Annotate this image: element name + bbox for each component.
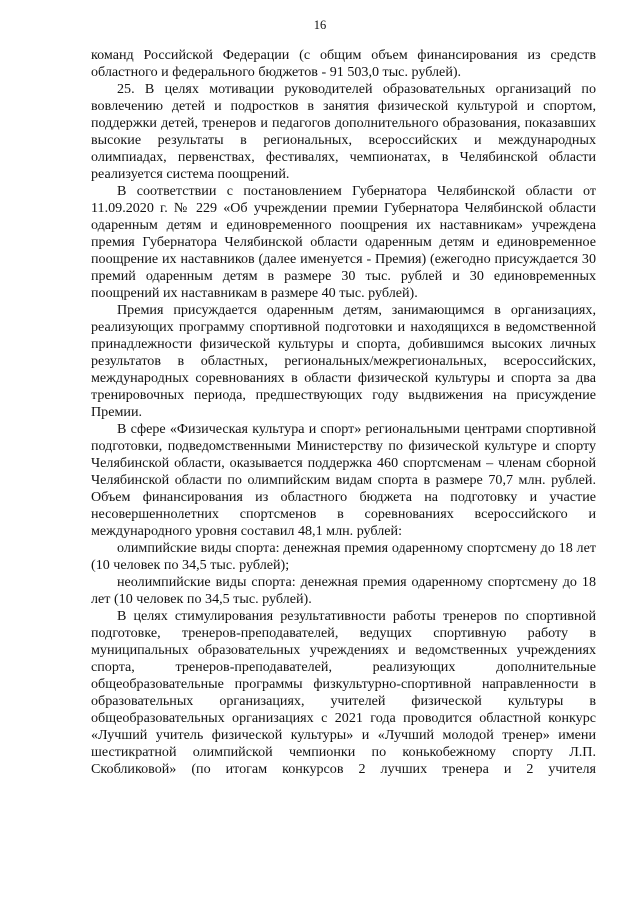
- paragraph-item-25: 25. В целях мотивации руководителей образовательных организаций по вовлечению детей и подростков в занятия физической культурой и спортом, поддержки детей, тренеров и педагогов дополнительного образования, показавших высокие результаты в региональных, всероссийских и международных олимпиадах, первенствах, фестивалях, чемпионатах, в Челябинской области реализуется система поощрений.: [91, 81, 596, 182]
- paragraph-olympic-sports: олимпийские виды спорта: денежная премия одаренному спортсмену до 18 лет (10 человек по 34,5 тыс. рублей);: [91, 540, 596, 573]
- paragraph-coach-contest: В целях стимулирования результативности работы тренеров по спортивной подготовке, тренеров-преподавателей, ведущих спортивную работу в муниципальных образовательных учреждениях и ведомственных учреждениях спорта, тренеров-преподавателей, реализующих дополнительные общеобразовательные программы физкультурно-спортивной направленности в образовательных организациях, учителей физической культуры в общеобразовательных организациях с 2021 года проводится областной конкурс «Лучший учитель физической культуры» и «Лучший молодой тренер» имени шестикратной олимпийской чемпионки по конькобежному спорту Л.П. Скобликовой» (по итогам конкурсов 2 лучших тренера и 2 учителя: [91, 608, 596, 777]
- body-text: [91, 47, 596, 778]
- paragraph-continuation: команд Российской Федерации (с общим объем финансирования из средств областного и федерального бюджетов - 91 503,0 тыс. рублей).: [91, 47, 596, 80]
- paragraph-governor-decree: В соответствии с постановлением Губернатора Челябинской области от 11.09.2020 г. № 229 «Об учреждении премии Губернатора Челябинской области одаренным детям и единовременного поощрения их наставникам» учреждена премия Губернатора Челябинской области одаренным детям и единовременное поощрение их наставников (далее именуется - Премия) (ежегодно присуждается 30 премий одаренным детям в размере 30 тыс. рублей и 30 единовременных поощрений их наставникам в размере 40 тыс. рублей).: [91, 183, 596, 301]
- paragraph-prize-conditions: Премия присуждается одаренным детям, занимающимся в организациях, реализующих программу спортивной подготовки и находящихся в ведомственной принадлежности физической культуры и спорта, добившимся высоких личных результатов в областных, региональных/межрегиональных, всероссийских, международных соревнованиях в области физической культуры и спорта за два тренировочных периода, предшествующих году выдвижения на присуждение Премии.: [91, 302, 596, 420]
- page-number: 16: [313, 18, 327, 32]
- paragraph-non-olympic-sports: неолимпийские виды спорта: денежная премия одаренному спортсмену до 18 лет (10 человек по 34,5 тыс. рублей).: [91, 574, 596, 607]
- paragraph-sport-support: В сфере «Физическая культура и спорт» региональными центрами спортивной подготовки, подведомственными Министерству по физической культуре и спорту Челябинской области, оказывается поддержка 460 спортсменам – членам сборной Челябинской области по олимпийским видам спорта в размере 70,7 млн. рублей. Объем финансирования из областного бюджета на подготовку и участие несовершеннолетних спортсменов в соревнованиях всероссийского и международного уровня составил 48,1 млн. рублей:: [91, 421, 596, 539]
